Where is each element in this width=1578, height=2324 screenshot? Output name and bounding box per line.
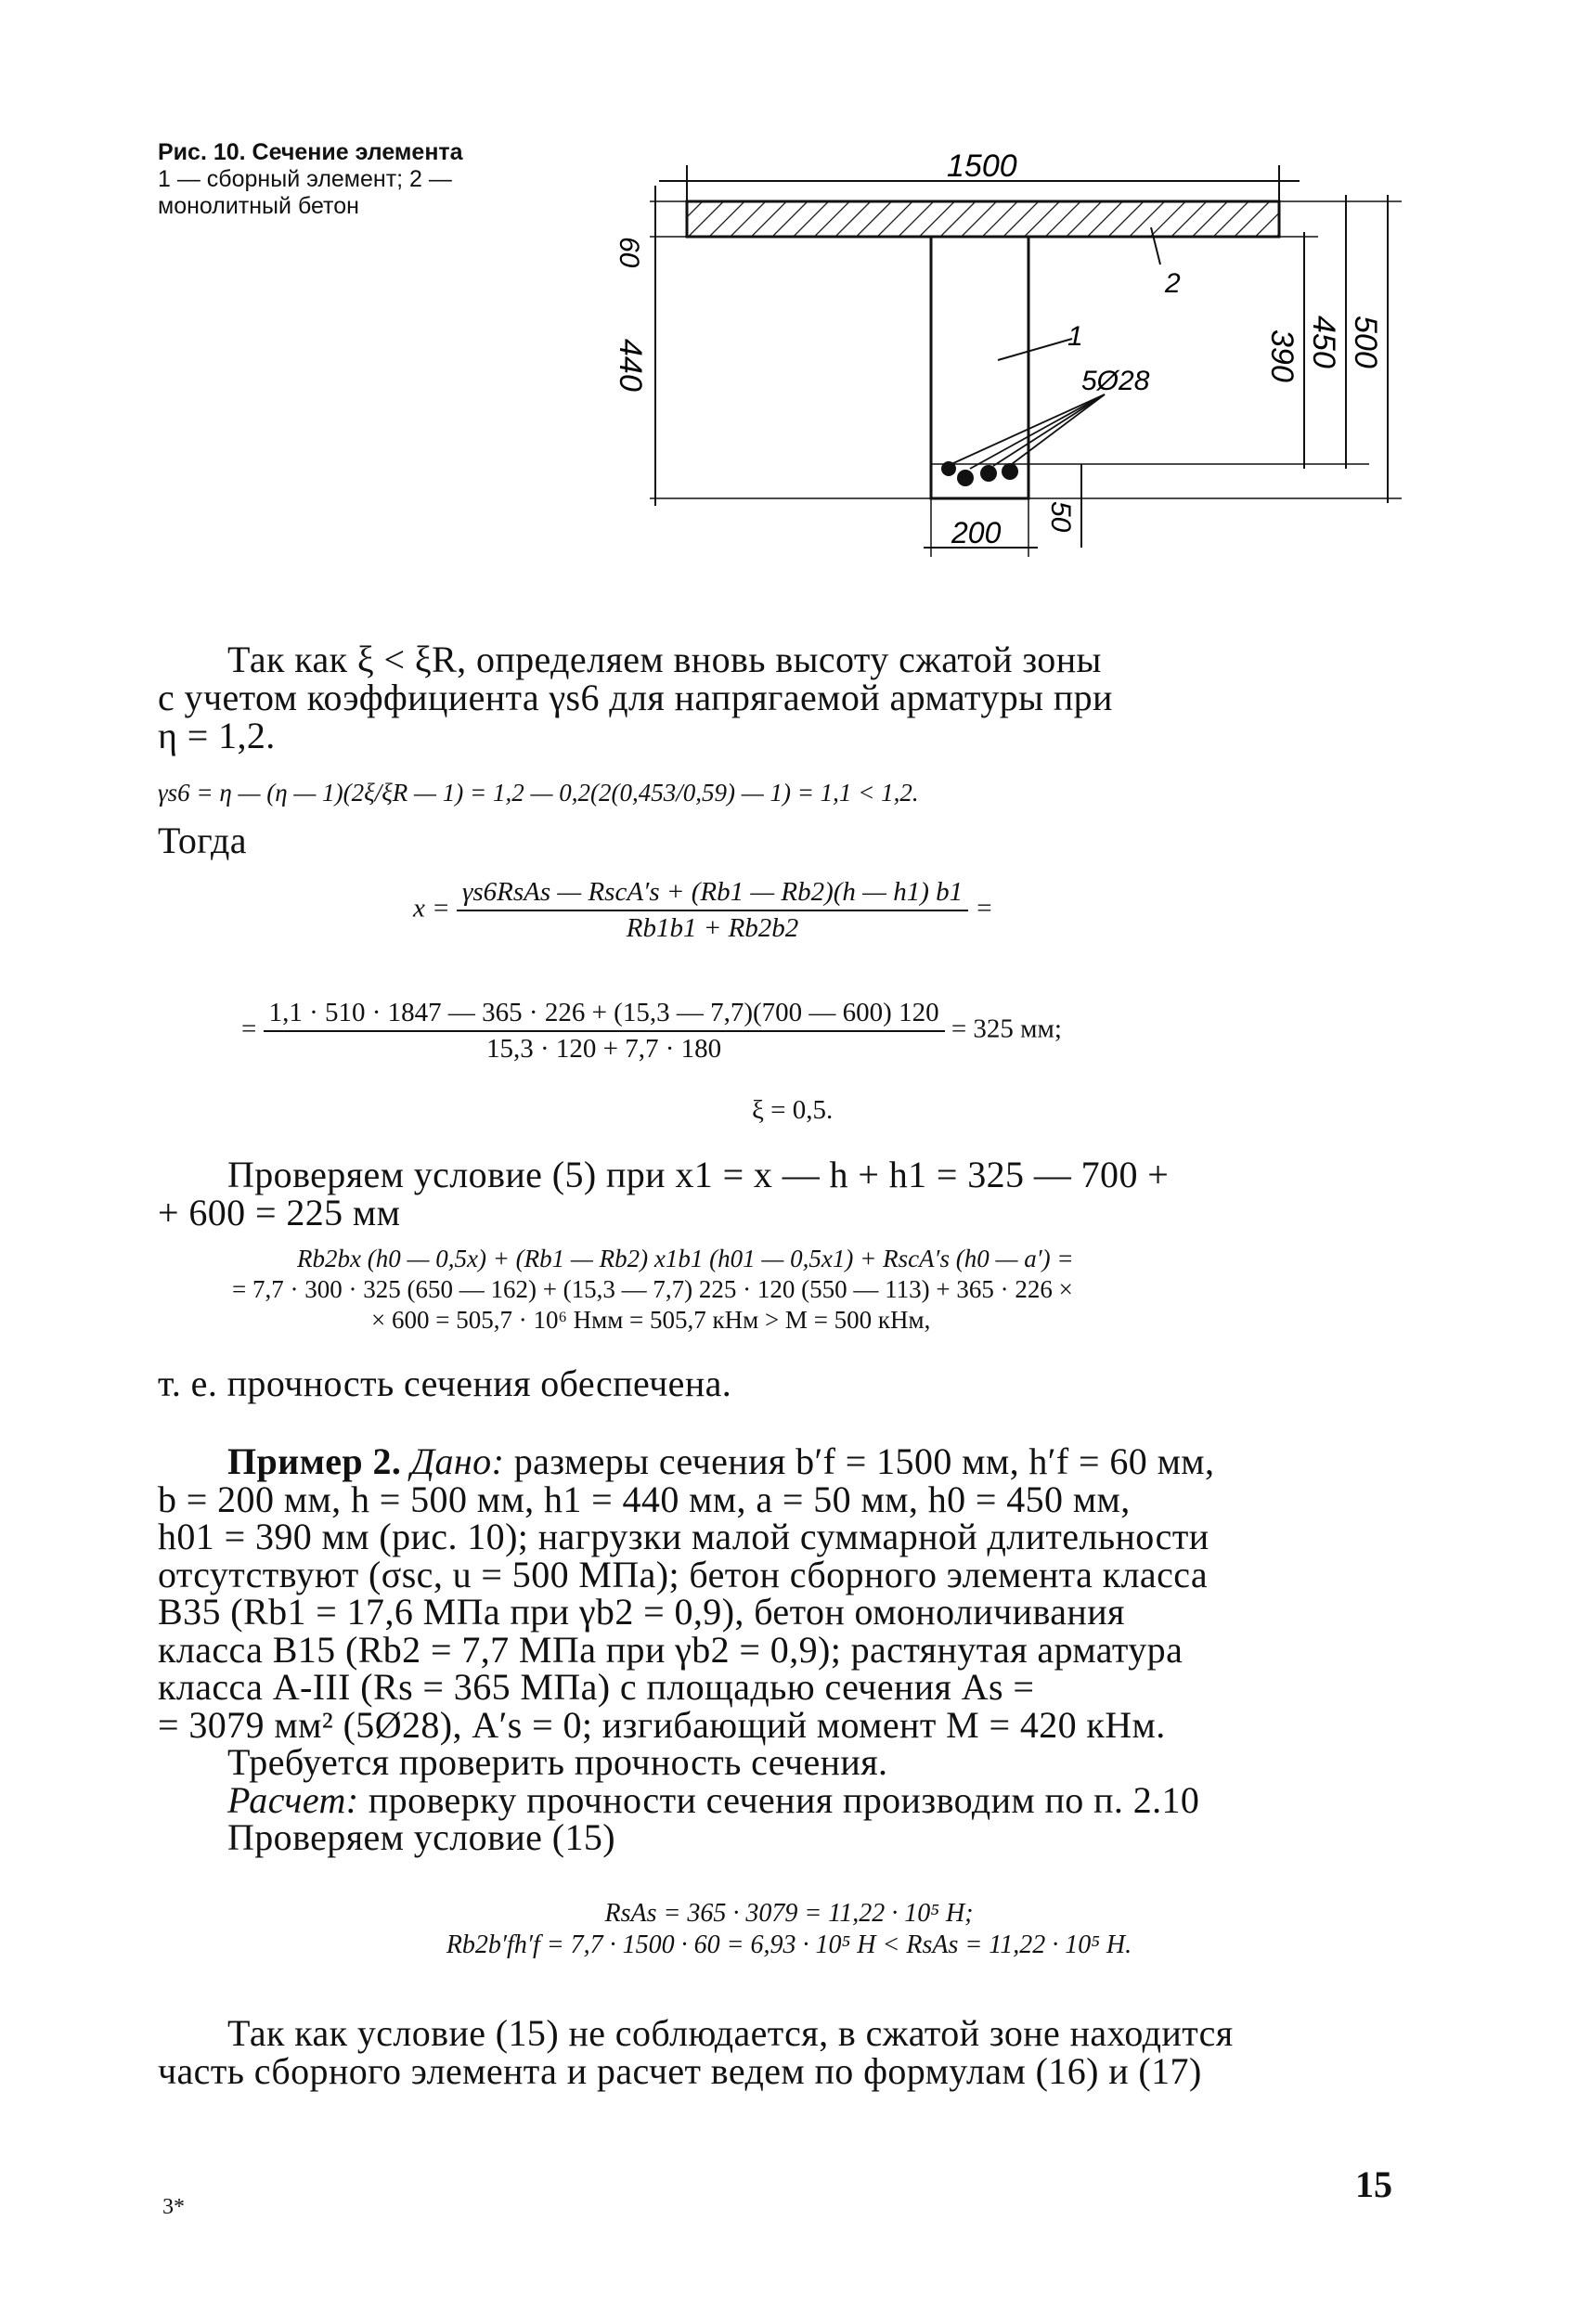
text-line: часть сборного элемента и расчет ведем по формулам (16) и (17) <box>158 2050 1202 2092</box>
label-1: 1 <box>1067 321 1083 352</box>
text-line: Так как ξ < ξR, определяем вновь высоту сжатой зоны <box>227 639 1102 680</box>
example-given: Дано: <box>410 1440 505 1482</box>
text-line: Проверяем условие (15) <box>227 1816 615 1858</box>
text-line: т. е. прочность сечения обеспечена. <box>158 1362 732 1404</box>
fraction <box>264 998 945 1065</box>
formula-gamma: γs6 = η — (η — 1)(2ξ/ξR — 1) = 1,2 — 0,2(2(0,453/0,59) — 1) = 1,1 < 1,2. <box>158 779 919 807</box>
paragraph <box>158 2014 1234 2090</box>
footer-mark: 3* <box>162 2195 185 2219</box>
text-line: Так как условие (15) не соблюдается, в сжатой зоне находится <box>227 2012 1234 2054</box>
calc-line <box>158 1778 1214 1821</box>
dim-label-50: 50 <box>1045 501 1076 533</box>
formula-block <box>158 1898 1420 1961</box>
text-line: класса А-III (Rs = 365 МПа) с площадью сечения As = <box>158 1666 1035 1708</box>
figure-caption-line: 1 — сборный элемент; 2 — <box>158 166 452 192</box>
formula-xi: ξ = 0,5. <box>752 1095 834 1125</box>
formula-result: = 325 мм; <box>951 1014 1062 1044</box>
text-line: b = 200 мм, h = 500 мм, h1 = 440 мм, a = 50 мм, h0 = 450 мм, <box>158 1478 1131 1520</box>
figure-caption <box>158 139 463 220</box>
rebar-dot <box>1002 463 1018 480</box>
text-line: h01 = 390 мм (рис. 10); нагрузки малой суммарной длительности <box>158 1516 1209 1557</box>
example-title: Пример 2. <box>227 1440 402 1482</box>
web-precast <box>931 237 1028 498</box>
formula-line: Rb2bx (h0 — 0,5x) + (Rb1 — Rb2) x1b1 (h01 — 0,5x1) + RscA′s (h0 — a′) = <box>297 1245 1074 1272</box>
calc-label: Расчет: <box>227 1778 359 1821</box>
dim-label-200: 200 <box>951 516 1002 549</box>
rebar-dot <box>957 470 974 486</box>
text-line: класса В15 (Rb2 = 7,7 МПа при γb2 = 0,9); растянутая арматура <box>158 1628 1184 1671</box>
formula-eq: = <box>975 893 993 923</box>
paragraph <box>158 1156 1169 1232</box>
fraction-numerator: 1,1 · 510 · 1847 — 365 · 226 + (15,3 — 7,7)(700 — 600) 120 <box>264 998 945 1032</box>
formula-x <box>413 877 993 944</box>
section-figure <box>594 139 1429 566</box>
paragraph <box>158 640 1113 755</box>
formula-x-numeric <box>241 998 1062 1065</box>
flange-hatched <box>687 201 1279 237</box>
text-line: с учетом коэффициента γs6 для напрягаемой арматуры при <box>158 677 1113 718</box>
formula-line: = 7,7 · 300 · 325 (650 — 162) + (15,3 — 7,7) 225 · 120 (550 — 113) + 365 · 226 × <box>232 1275 1073 1303</box>
dim-label-60: 60 <box>614 237 644 268</box>
text-line: Тогда <box>158 820 247 861</box>
figure-caption-line: монолитный бетон <box>158 193 359 219</box>
example-block <box>158 1440 1215 1858</box>
page-number: 15 <box>1355 2163 1392 2205</box>
text-line: η = 1,2. <box>158 715 276 756</box>
text-line: размеры сечения b′f = 1500 мм, h′f = 60 мм, <box>513 1440 1215 1482</box>
fraction <box>457 877 968 944</box>
label-2: 2 <box>1165 268 1181 299</box>
formula-line: Rb2b′fh′f = 7,7 · 1500 · 60 = 6,93 · 10⁵ Н < RsAs = 11,22 · 10⁵ Н. <box>446 1930 1132 1959</box>
formula-line: × 600 = 505,7 · 10⁶ Нмм = 505,7 кНм > M = 500 кНм, <box>371 1306 931 1334</box>
formula-eq: = <box>241 1014 257 1044</box>
text-line: В35 (Rb1 = 17,6 МПа при γb2 = 0,9), бетон омоноличивания <box>158 1591 1125 1633</box>
formula-block <box>232 1244 1074 1336</box>
fraction-denominator: 15,3 · 120 + 7,7 · 180 <box>486 1034 722 1064</box>
formula-x-lhs: x = <box>413 893 450 923</box>
figure-caption-title: Рис. 10. Сечение элемента <box>158 139 463 165</box>
text-line: Проверяем условие (5) при x1 = x — h + h1 = 325 — 700 + <box>227 1154 1170 1195</box>
text-line: отсутствуют (σsc, u = 500 МПа); бетон сборного элемента класса <box>158 1553 1209 1595</box>
fraction-numerator: γs6RsAs — RscA′s + (Rb1 — Rb2)(h — h1) b1 <box>457 877 968 911</box>
dim-label-440: 440 <box>613 339 648 392</box>
fraction-denominator: Rb1b1 + Rb2b2 <box>626 913 799 943</box>
text-line: Требуется проверить прочность сечения. <box>227 1741 888 1783</box>
formula-line: RsAs = 365 · 3079 = 11,22 · 10⁵ Н; <box>604 1899 974 1928</box>
text-line: проверку прочности сечения производим по п. 2.10 <box>368 1778 1200 1821</box>
dim-label-390: 390 <box>1264 329 1300 382</box>
dim-label-450: 450 <box>1306 316 1341 368</box>
example-first-line <box>158 1440 1215 1482</box>
dim-label-1500: 1500 <box>947 148 1017 184</box>
text-line: + 600 = 225 мм <box>158 1192 401 1233</box>
rebar-dot <box>980 465 997 482</box>
label-rebar: 5Ø28 <box>1081 366 1150 396</box>
text-line: = 3079 мм² (5Ø28), A′s = 0; изгибающий момент M = 420 кНм. <box>158 1703 1166 1746</box>
dim-label-500: 500 <box>1348 316 1383 368</box>
